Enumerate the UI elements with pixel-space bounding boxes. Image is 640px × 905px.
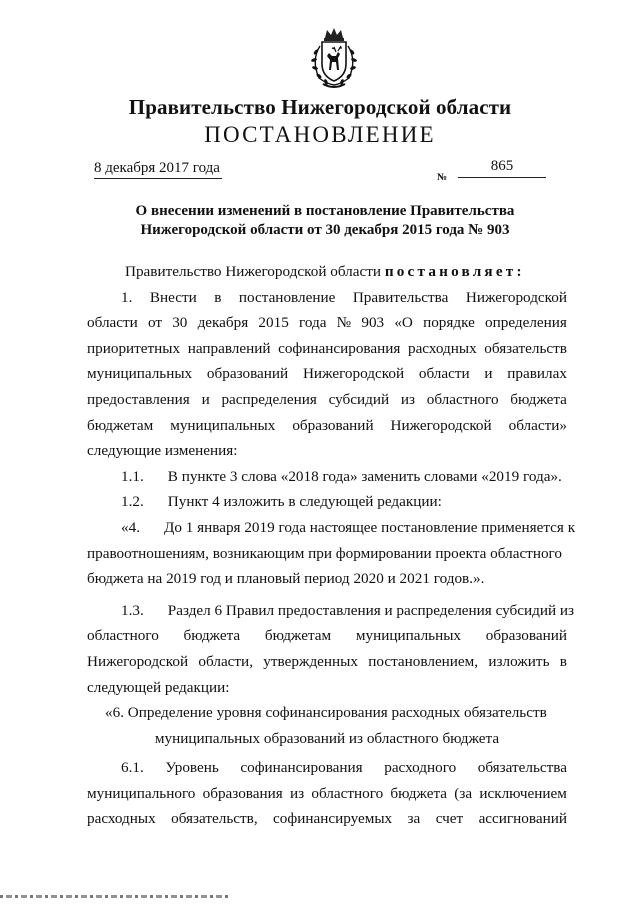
paragraph-line: предоставления и распределения субсидий из областного бюджета [87, 390, 567, 408]
quoted-clause-line: правоотношениям, возникающим при формировании проекта областного [87, 544, 562, 562]
subparagraph-line: 1.3. Раздел 6 Правил предоставления и распределения субсидий из [121, 601, 575, 619]
document-date: 8 декабря 2017 года [94, 160, 222, 179]
number-label: № [437, 172, 448, 183]
paragraph-line: расходных обязательств, софинансируемых за счет ассигнований [87, 810, 567, 828]
paragraph-line: следующие изменения: [87, 442, 238, 460]
document-subject [100, 202, 550, 240]
coat-of-arms-icon [305, 26, 363, 90]
intro-line [87, 259, 567, 285]
subparagraph-line: областного бюджета бюджетам муниципальных образований [87, 627, 567, 645]
government-title: Правительство Нижегородской области [128, 95, 512, 119]
subparagraph-number: 1.3. [121, 601, 144, 619]
paragraph-line: муниципального образования из областного бюджета (за исключением [87, 784, 567, 802]
subparagraph-line: следующей редакции: [87, 678, 230, 696]
paragraph-line: 1. Внести в постановление Правительства Нижегородской [87, 285, 567, 311]
subparagraph-line: 1.1. В пункте 3 слова «2018 года» заменить словами «2019 года». [121, 467, 562, 485]
section-heading: муниципальных образований из областного бюджета [154, 729, 500, 747]
subparagraph-line: Нижегородской области, утвержденных постановлением, изложить в [87, 652, 567, 670]
subject-line: Нижегородской области от 30 декабря 2015 года № 903 [140, 222, 510, 238]
clause-number: «4. [121, 518, 140, 536]
subparagraph-line: 1.2. Пункт 4 изложить в следующей редакции: [121, 493, 442, 511]
paragraph-line: приоритетных направлений софинансирования расходных обязательств [87, 339, 567, 357]
subject-line: О внесении изменений в постановление Правительства [135, 203, 515, 219]
paragraph-line: муниципальных образований Нижегородской области и правилах [87, 365, 567, 383]
scan-artifact [0, 895, 230, 898]
document-type: ПОСТАНОВЛЕНИЕ [204, 122, 436, 147]
document-body [87, 259, 576, 832]
subparagraph-number: 1.2. [121, 493, 144, 511]
paragraph-number: 6.1. [121, 759, 144, 777]
paragraph-line: 6.1. Уровень софинансирования расходного обязательства [87, 755, 567, 781]
intro-decree-word: постановляет: [384, 263, 525, 280]
document-number: 865 [458, 158, 546, 178]
quoted-clause-line: «4. До 1 января 2019 года настоящее постановление применяется к [121, 518, 576, 536]
section-heading: «6. Определение уровня софинансирования расходных обязательств [105, 704, 547, 722]
intro-text: Правительство Нижегородской области [125, 263, 385, 280]
paragraph-number: 1. [121, 288, 133, 306]
subparagraph-number: 1.1. [121, 467, 144, 485]
paragraph-line: бюджетам муниципальных образований Нижегородской области» [87, 416, 567, 434]
paragraph-line: области от 30 декабря 2015 года № 903 «О порядке определения [87, 314, 567, 332]
quoted-clause-line: бюджета на 2019 год и плановый период 2020 и 2021 годов.». [87, 570, 485, 588]
